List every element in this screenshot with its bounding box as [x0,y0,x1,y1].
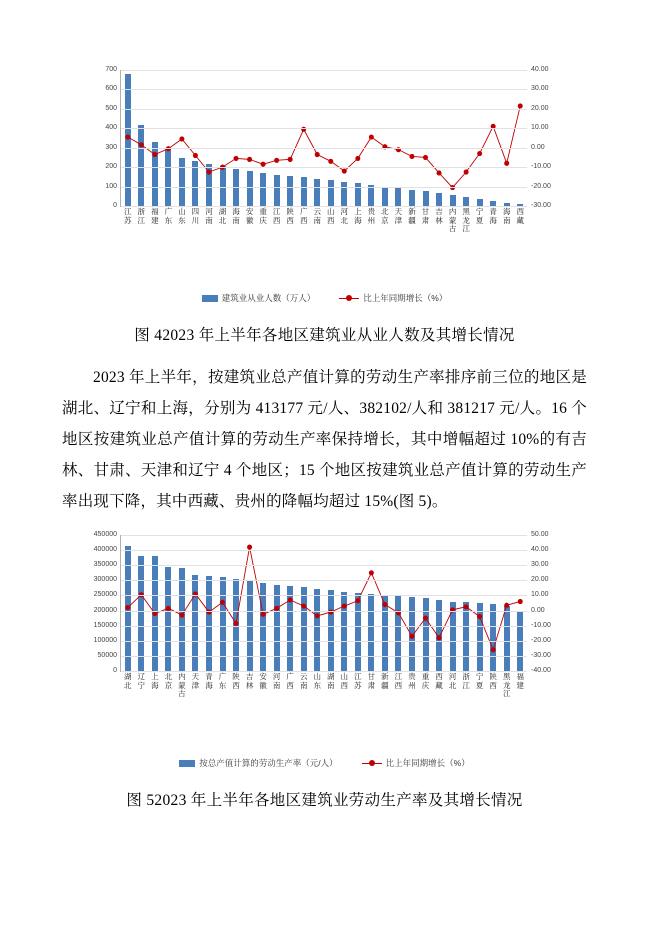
x-axis-label: 江苏 [354,672,362,690]
data-point-marker [477,151,482,156]
x-axis-label: 湖南 [327,672,335,690]
bar-swatch-icon [179,760,195,767]
y-axis-tick-left: 700 [105,66,117,73]
y-axis-tick-right: 40.00 [531,66,549,73]
data-point-marker [139,142,144,147]
x-axis-label: 山西 [340,672,349,690]
x-axis-label: 浙江 [462,672,470,690]
x-axis-label: 贵州 [408,672,416,690]
data-point-marker [409,634,414,639]
gridline [121,565,527,566]
y-axis-tick-left: 600 [105,85,117,93]
gridline [121,70,527,71]
x-axis-label: 天津 [394,207,403,225]
data-point-marker [179,613,184,618]
gridline [121,148,527,149]
x-axis-label: 西藏 [435,672,443,690]
y-axis-tick-right: 20.00 [531,576,549,584]
x-axis-label: 湖北 [124,672,132,690]
y-axis-tick-left: 300 [105,143,117,151]
y-axis-tick-left: 400 [105,124,117,132]
data-point-marker [355,598,360,603]
x-axis-label: 黑龙江 [462,207,470,233]
line-swatch-icon [362,760,382,767]
data-point-marker [437,635,442,640]
x-axis-label: 安徽 [245,207,254,225]
legend-label-bar: 按总产值计算的劳动生产率（元/人） [199,758,338,768]
data-point-marker [247,545,252,550]
x-axis-label: 山东 [178,207,186,225]
y-axis-tick-right: 30.00 [531,561,549,569]
gridline [121,167,527,168]
data-point-marker [437,170,442,175]
y-axis-tick-right: -20.00 [531,636,551,644]
x-axis-label: 上海 [151,672,159,690]
data-point-marker [125,134,130,139]
gridline [121,187,527,188]
x-axis-label: 贵州 [367,207,376,225]
data-point-marker [234,156,239,161]
y-axis-tick-right: 0.00 [531,606,545,614]
data-point-marker [464,604,469,609]
x-axis-label: 浙江 [137,207,146,225]
data-point-marker [301,603,306,608]
figure-5-caption: 图 52023 年上半年各地区建筑业劳动生产率及其增长情况 [126,792,523,809]
data-point-marker [206,169,211,174]
x-axis-label: 河北 [340,207,349,225]
data-point-marker [491,647,496,652]
legend-label-bar: 建筑业从业人数（万人） [221,293,316,303]
x-axis-label: 吉林 [245,672,254,690]
y-axis-tick-right: 10.00 [531,591,549,599]
data-point-marker [247,157,252,162]
gridline [121,89,527,90]
legend-item-bar [202,292,316,304]
legend-item-line [339,292,447,304]
data-point-marker [382,602,387,607]
x-axis-label: 陕西 [286,207,294,225]
data-point-marker [261,612,266,617]
x-axis-label: 辽宁 [137,672,146,690]
x-axis-label: 重庆 [259,207,267,225]
data-point-marker [369,134,374,139]
x-axis-label: 新疆 [381,672,389,690]
data-point-marker [342,168,347,173]
y-axis-tick-right: -30.00 [531,202,551,209]
y-axis-tick-right: -20.00 [531,182,551,190]
y-axis-tick-left: 50000 [97,651,117,659]
gridline [121,656,527,657]
data-point-marker [518,103,523,108]
y-axis-tick-left: 200000 [93,606,117,614]
data-point-marker [504,603,509,608]
x-axis-label: 湖北 [218,207,227,225]
x-axis-label: 福建 [151,207,159,225]
figure-4-x-axis-labels [121,206,527,246]
x-axis-label: 北京 [164,672,173,690]
y-axis-tick-left: 100000 [93,636,117,644]
y-axis-tick-left: 0 [113,202,117,209]
x-axis-label: 河南 [272,672,281,690]
y-axis-tick-left: 350000 [93,561,117,569]
x-axis-label: 广东 [218,672,227,690]
y-axis-tick-left: 0 [113,667,117,674]
x-axis-label: 新疆 [408,207,416,225]
x-axis-label: 甘肃 [367,672,376,690]
data-point-marker [423,155,428,160]
gridline [121,626,527,627]
y-axis-tick-left: 300000 [93,576,117,584]
y-axis-tick-left: 250000 [93,591,117,599]
data-point-marker [193,153,198,158]
gridline [121,550,527,551]
x-axis-label: 广东 [164,207,173,225]
figure-5-plot-area [93,531,551,698]
gridline [121,595,527,596]
figure-4-caption: 图 42023 年上半年各地区建筑业从业人数及其增长情况 [134,327,515,344]
data-point-marker [315,613,320,618]
gridline [121,206,527,207]
data-point-marker [464,169,469,174]
data-point-marker [288,157,293,162]
x-axis-label: 河北 [448,672,457,690]
gridline [121,128,527,129]
x-axis-label: 山西 [327,207,335,225]
gridline [121,109,527,110]
gridline [121,641,527,642]
x-axis-label: 内蒙古 [448,207,457,233]
figure-5-x-axis-labels [121,671,527,711]
data-point-marker [220,600,225,605]
x-axis-label: 吉林 [435,207,443,225]
y-axis-tick-right: -10.00 [531,621,551,629]
y-axis-tick-right: -30.00 [531,651,551,659]
data-point-marker [315,152,320,157]
x-axis-label: 河南 [205,207,213,225]
data-point-marker [288,597,293,602]
x-axis-label: 广西 [299,207,308,225]
figure-4-legend [62,292,587,304]
x-axis-label: 福建 [516,672,524,690]
x-axis-label: 云南 [313,207,321,225]
x-axis-label: 青海 [489,207,497,225]
x-axis-label: 内蒙古 [178,672,186,698]
figure-5-line-series [121,535,527,671]
data-point-marker [477,614,482,619]
figure-5-legend [62,757,587,769]
figure-5-chart [62,517,587,777]
y-axis-tick-right: 50.00 [531,531,549,538]
y-axis-tick-left: 450000 [93,531,117,538]
figure-5-plot-wrapper [62,527,587,712]
legend-item-bar [179,757,337,769]
body-paragraph: 2023 年上半年，按建筑业总产值计算的劳动生产率排序前三位的地区是湖北、辽宁和上海，分别为 413177 元/人、382102/人和 381217 元/人。16 个地区按建筑业总产值计算的劳动生产率保持增长，其中增幅超过 10%的有吉林、甘肃、天津和辽宁 4 个地区；15 个地区按建筑业总产值计算的劳动生产率出现下降，其中西藏、贵州的降幅均超过 15%(图 5)。 [62,369,587,510]
y-axis-tick-left: 500 [105,104,117,112]
bar-swatch-icon [202,295,218,302]
x-axis-label: 青海 [205,672,213,690]
x-axis-label: 江西 [394,672,403,690]
x-axis-label: 江西 [272,207,281,225]
line-swatch-icon [339,295,359,302]
data-point-marker [179,136,184,141]
figure-4-plot-wrapper [62,62,587,247]
data-point-marker [152,152,157,157]
x-axis-label: 西藏 [516,207,524,225]
x-axis-label: 甘肃 [421,207,430,225]
x-axis-label: 云南 [299,672,308,690]
data-point-marker [423,616,428,621]
data-point-marker [504,161,509,166]
y-axis-tick-left: 400000 [93,546,117,554]
line-path [128,547,520,650]
y-axis-tick-right: 10.00 [531,124,549,132]
x-axis-label: 广西 [286,672,294,690]
y-axis-tick-right: 0.00 [531,143,545,151]
data-point-marker [518,599,523,604]
legend-label-line: 比上年同期增长（%） [363,293,448,303]
data-point-marker [328,159,333,164]
x-axis-label: 重庆 [421,672,430,690]
data-point-marker [342,603,347,608]
x-axis-label: 宁夏 [475,207,484,225]
y-axis-tick-left: 150000 [93,621,117,629]
legend-item-line [362,757,470,769]
figure-4-plot-area [105,66,551,233]
x-axis-label: 黑龙江 [502,672,511,698]
x-axis-label: 江苏 [124,207,132,225]
x-axis-label: 宁夏 [475,672,484,690]
gridline [121,671,527,672]
gridline [121,611,527,612]
y-axis-tick-right: 40.00 [531,546,549,554]
gridline [121,535,527,536]
x-axis-label: 天津 [191,672,200,690]
y-axis-tick-right: 30.00 [531,85,549,93]
data-point-marker [409,154,414,159]
x-axis-label: 上海 [354,207,362,225]
data-point-marker [152,611,157,616]
y-axis-tick-left: 100 [105,182,117,190]
figure-4-chart [62,0,587,312]
y-axis-tick-right: 20.00 [531,104,549,112]
x-axis-label: 山东 [313,672,321,690]
x-axis-label: 海南 [502,207,511,225]
data-point-marker [369,570,374,575]
x-axis-label: 安徽 [259,672,267,690]
legend-label-line: 比上年同期增长（%） [385,758,470,768]
data-point-marker [355,156,360,161]
data-point-marker [274,158,279,163]
data-point-marker [261,162,266,167]
x-axis-label: 四川 [191,207,200,225]
x-axis-label: 海南 [232,207,240,225]
data-point-marker [125,605,130,610]
x-axis-label: 陕西 [232,672,240,690]
y-axis-tick-right: -10.00 [531,163,551,171]
y-axis-tick-left: 200 [105,163,117,171]
y-axis-tick-right: -40.00 [531,667,551,674]
x-axis-label: 陕西 [489,672,497,690]
x-axis-label: 北京 [381,207,389,225]
gridline [121,580,527,581]
